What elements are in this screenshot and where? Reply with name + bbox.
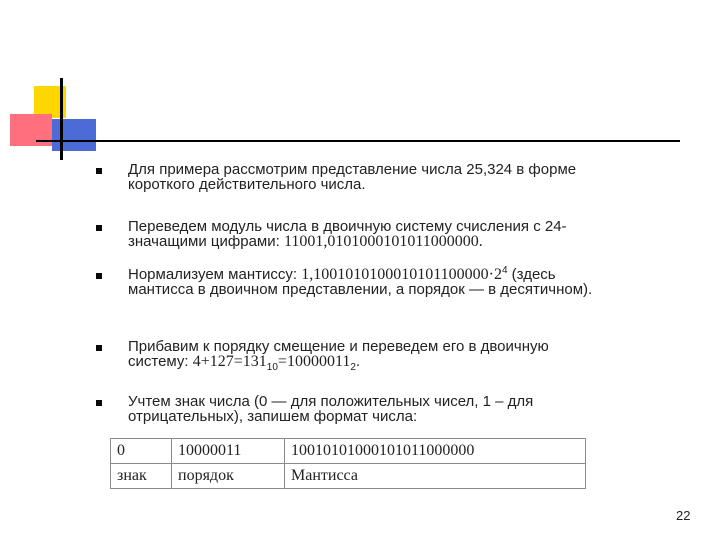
bullet-square-icon [96,345,102,351]
table-row [111,464,586,489]
bullet-square-icon [96,168,102,174]
table-cell-sign-value: 0 [111,439,172,464]
item-text: Учтем знак числа (0 — для положительных чисел, 1 – для отрицательных), запишем формат числа: [128,393,534,425]
table-cell-mantissa-label: Мантисса [285,464,586,489]
bullet-square-icon [96,400,102,406]
item-text: Прибавим к порядку смещение и переведем его в двоичную систему: $4+127=131_{10}=10000011_2$. [128,338,549,373]
item-text: Переведем модуль числа в двоичную систему счисления с 24-значащими цифрами: 11001,0101000101011000000. [128,218,567,250]
item-text: Для примера рассмотрим представление числа 25,324 в форме короткого действительного числа. [128,161,577,193]
table-cell-mantissa-value: 10010101000101011000000 [285,439,586,464]
bullet-square-icon [96,273,102,279]
logo-blue-block [52,119,96,151]
page-number: 22 [676,508,691,523]
bullet-square-icon [96,225,102,231]
table-row [111,439,586,464]
table-cell-exponent-value: 10000011 [172,439,285,464]
title-divider-line [36,140,680,142]
logo-vertical-line [60,78,63,160]
table-cell-exponent-label: порядок [172,464,285,489]
table-cell-sign-label: знак [111,464,172,489]
float-format-table [110,438,586,489]
item-text: Нормализуем мантиссу: $1,1001010100010101100000\cdot 2^4$ (здесь мантисса в двоичном представлении, а порядок — в десятичном). [128,265,593,298]
